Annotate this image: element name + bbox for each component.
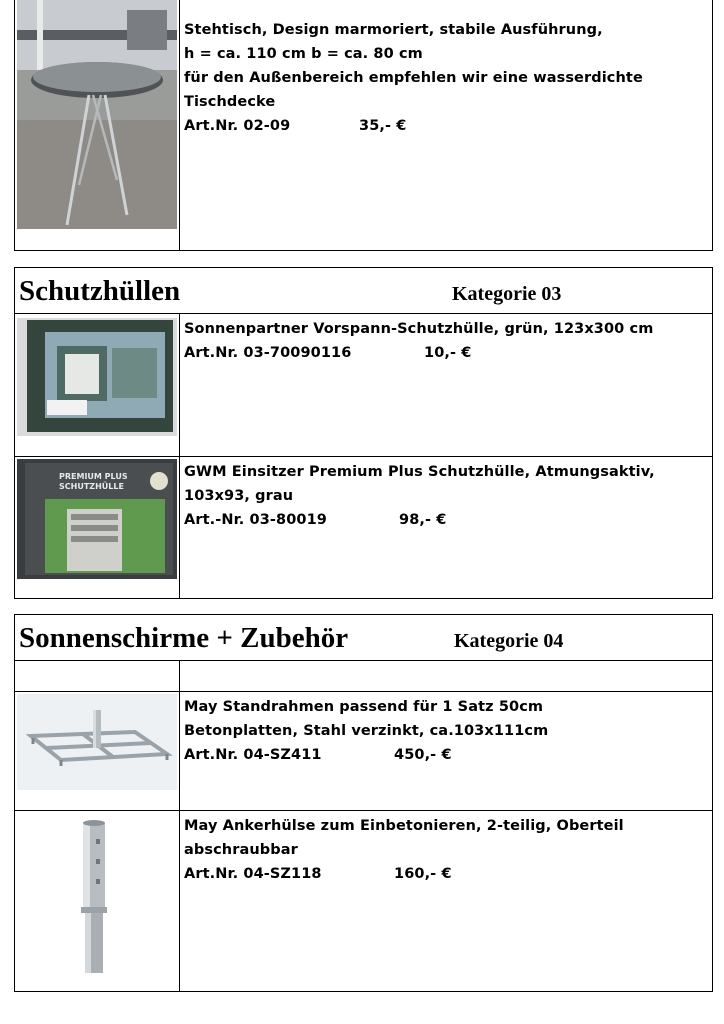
desc-line: Sonnenpartner Vorspann-Schutzhülle, grün, 123x300 cm (184, 321, 654, 337)
column-divider (179, 0, 180, 250)
desc-line: May Ankerhülse zum Einbetonieren, 2-teilig, Oberteil (184, 818, 624, 834)
desc-line: Tischdecke (184, 94, 276, 110)
category-header (15, 615, 712, 660)
column-divider (179, 692, 180, 810)
product-row (15, 313, 712, 456)
standing-table-image (17, 0, 177, 229)
anchor-sleeve-image (17, 819, 177, 979)
product-row (15, 691, 712, 810)
desc-line: abschraubbar (184, 842, 298, 858)
article-number: Art.Nr. 04-SZ411 (184, 747, 322, 763)
empty-row (15, 660, 712, 691)
desc-line: für den Außenbereich empfehlen wir eine wasserdichte (184, 70, 643, 86)
category-label: Kategorie 03 (452, 283, 562, 305)
product-text-standrahmen (184, 695, 708, 767)
article-number: Art.-Nr. 03-80019 (184, 512, 327, 528)
product-row (15, 456, 712, 598)
desc-line: Stehtisch, Design marmoriert, stabile Ausführung, (184, 22, 603, 38)
category-label: Kategorie 04 (454, 630, 564, 652)
product-text-vorspann (184, 317, 708, 365)
grey-cover-package-icon (17, 459, 177, 579)
price: 160,- € (394, 866, 452, 882)
price: 98,- € (399, 512, 447, 528)
desc-line: May Standrahmen passend für 1 Satz 50cm (184, 699, 544, 715)
category-table-sonnenschirme (14, 614, 713, 992)
grey-cover-image (17, 459, 177, 579)
column-divider (179, 314, 180, 456)
article-number: Art.Nr. 04-SZ118 (184, 866, 322, 882)
category-table-schutzhuellen (14, 267, 713, 599)
product-row (15, 810, 712, 991)
package-text: PREMIUM PLUS (59, 472, 128, 481)
desc-line: Betonplatten, Stahl verzinkt, ca.103x111cm (184, 723, 549, 739)
standing-table-photo-icon (17, 0, 177, 229)
article-number: Art.Nr. 03-70090116 (184, 345, 352, 361)
category-title: Schutzhüllen (19, 275, 181, 307)
green-cover-package-icon (17, 318, 177, 436)
column-divider (179, 457, 180, 598)
package-text: SCHUTZHÜLLE (59, 482, 124, 491)
desc-line: GWM Einsitzer Premium Plus Schutzhülle, Atmungsaktiv, (184, 464, 655, 480)
product-table-top (14, 0, 713, 251)
column-divider (179, 661, 180, 691)
stand-frame-photo-icon (17, 694, 177, 790)
desc-line: 103x93, grau (184, 488, 294, 504)
desc-line: h = ca. 110 cm b = ca. 80 cm (184, 46, 423, 62)
stand-frame-image (17, 694, 177, 790)
product-text-gwm (184, 460, 708, 532)
price: 450,- € (394, 747, 452, 763)
column-divider (179, 811, 180, 991)
green-cover-image (17, 318, 177, 436)
anchor-sleeve-photo-icon (17, 819, 177, 979)
price: 10,- € (424, 345, 472, 361)
product-text-stehtisch (184, 18, 708, 138)
category-header (15, 268, 712, 313)
article-number: Art.Nr. 02-09 (184, 118, 291, 134)
category-title: Sonnenschirme + Zubehör (19, 622, 349, 654)
price: 35,- € (359, 118, 407, 134)
product-text-ankerhuelse (184, 814, 708, 886)
